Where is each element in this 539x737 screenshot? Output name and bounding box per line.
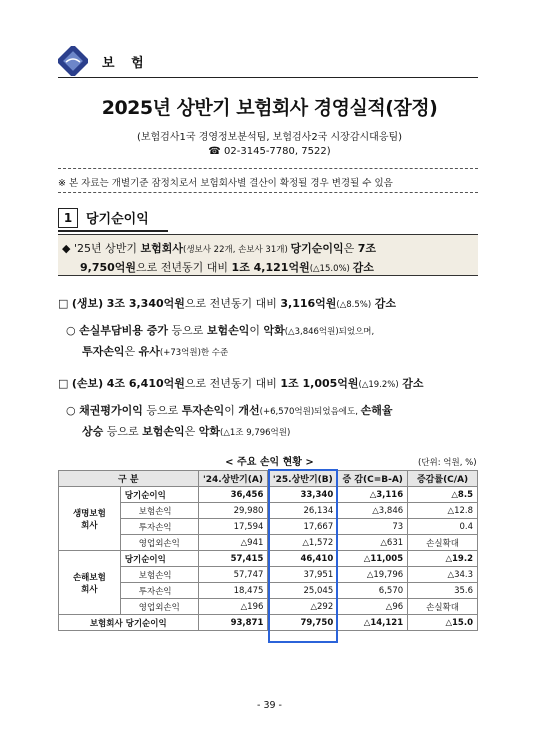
row-label: 당기순이익 [120, 487, 198, 503]
table-cell: 36,456 [198, 487, 268, 503]
nonlife-insurance-detail: ○ 채권평가이익 등으로 투자손익이 개선(+6,570억원)되었음에도, 손해율 상승 등으로 보험손익은 악화(△1조 9,796억원) [66, 404, 393, 438]
life-insurance-detail: ○ 손실부담비용 증가 등으로 보험손익이 악화(△3,846억원)되었으며, 투자손익은 유사(+73억원)한 수준 [66, 324, 375, 358]
table-cell: 33,340 [268, 487, 338, 503]
table-cell: 57,747 [198, 567, 268, 583]
group-label: 손해보험 회사 [59, 551, 121, 615]
section-title: 당기순이익 [86, 212, 149, 227]
table-cell: 손실확대 [408, 535, 478, 551]
circle-bullet-icon: ○ [66, 324, 76, 337]
table-cell: 0.4 [408, 519, 478, 535]
table-cell: △941 [198, 535, 268, 551]
table-cell: 37,951 [268, 567, 338, 583]
table-cell: △34.3 [408, 567, 478, 583]
table-cell: △3,846 [338, 503, 408, 519]
table-cell: 79,750 [268, 615, 338, 631]
divider [58, 168, 478, 169]
table-row [59, 503, 478, 519]
diamond-bullet-icon: ◆ [62, 242, 71, 255]
table-header-row [59, 471, 478, 487]
table-cell: △12.8 [408, 503, 478, 519]
table-cell: △3,116 [338, 487, 408, 503]
row-label: 보험손익 [120, 503, 198, 519]
table-cell: △292 [268, 599, 338, 615]
table-cell: 18,475 [198, 583, 268, 599]
income-table [58, 470, 478, 631]
circle-bullet-icon: ○ [66, 404, 76, 417]
table-cell: 29,980 [198, 503, 268, 519]
row-label: 투자손익 [120, 519, 198, 535]
table-row [59, 519, 478, 535]
table-cell: △14,121 [338, 615, 408, 631]
row-label: 보험손익 [120, 567, 198, 583]
table-header: 구 분 [59, 471, 199, 487]
total-row [59, 615, 478, 631]
table-cell: 57,415 [198, 551, 268, 567]
category-label: 보 험 [102, 56, 150, 71]
table-cell: 46,410 [268, 551, 338, 567]
group-label: 생명보험 회사 [59, 487, 121, 551]
section-underline [58, 230, 168, 232]
total-label: 보험회사 당기순이익 [59, 615, 199, 631]
square-bullet-icon: □ [58, 377, 69, 390]
table-cell: 17,594 [198, 519, 268, 535]
square-bullet-icon: □ [58, 297, 69, 310]
table-cell: 73 [338, 519, 408, 535]
section-number: 1 [58, 208, 78, 228]
table-cell: △631 [338, 535, 408, 551]
table-cell: △196 [198, 599, 268, 615]
table-row [59, 551, 478, 567]
life-insurance-summary: □ (생보) 3조 3,340억원으로 전년동기 대비 3,116억원(△8.5%) 감소 [58, 297, 396, 310]
table-unit: (단위: 억원, %) [418, 458, 477, 468]
table-row [59, 535, 478, 551]
table-header: '24.상반기(A) [198, 471, 268, 487]
table-row [59, 567, 478, 583]
nonlife-insurance-summary: □ (손보) 4조 6,410억원으로 전년동기 대비 1조 1,005억원(△19.2%) 감소 [58, 377, 424, 390]
table-cell: 25,045 [268, 583, 338, 599]
page-number: - 39 - [257, 700, 282, 711]
page-title: 2025년 상반기 보험회사 경영실적(잠정) [101, 97, 438, 119]
insurance-logo-icon [58, 46, 88, 76]
table-header: '25.상반기(B) [268, 471, 338, 487]
table-cell: △15.0 [408, 615, 478, 631]
table-cell: △96 [338, 599, 408, 615]
row-label: 투자손익 [120, 583, 198, 599]
table-cell: 6,570 [338, 583, 408, 599]
table-row [59, 487, 478, 503]
phone-line: ☎ 02-3145-7780, 7522) [208, 146, 331, 157]
row-label: 영업외손익 [120, 535, 198, 551]
table-title: < 주요 손익 현황 > [225, 457, 314, 468]
table-cell: 93,871 [198, 615, 268, 631]
table-cell: △1,572 [268, 535, 338, 551]
row-label: 당기순이익 [120, 551, 198, 567]
table-cell: 26,134 [268, 503, 338, 519]
table-cell: △19.2 [408, 551, 478, 567]
divider [58, 192, 478, 193]
row-label: 영업외손익 [120, 599, 198, 615]
department-line: (보험검사1국 경영정보분석팀, 보험검사2국 시장감시대응팀) [136, 132, 403, 143]
table-row [59, 583, 478, 599]
disclaimer-note: ※ 본 자료는 개별기준 잠정치로서 보험회사별 결산이 확정될 경우 변경될 수 있음 [58, 178, 393, 189]
table-row [59, 599, 478, 615]
table-cell: △8.5 [408, 487, 478, 503]
table-header: 증감률(C/A) [408, 471, 478, 487]
table-cell: 17,667 [268, 519, 338, 535]
header-rule [58, 77, 478, 78]
table-cell: 35.6 [408, 583, 478, 599]
table-cell: △11,005 [338, 551, 408, 567]
table-cell: △19,796 [338, 567, 408, 583]
table-cell: 손실확대 [408, 599, 478, 615]
summary-text: ◆ '25년 상반기 보험회사(생보사 22개, 손보사 31개) 당기순이익은 7조 9,750억원으로 전년동기 대비 1조 4,121억원(△15.0%) 감소 [62, 242, 377, 274]
table-header: 증 감(C=B-A) [338, 471, 408, 487]
